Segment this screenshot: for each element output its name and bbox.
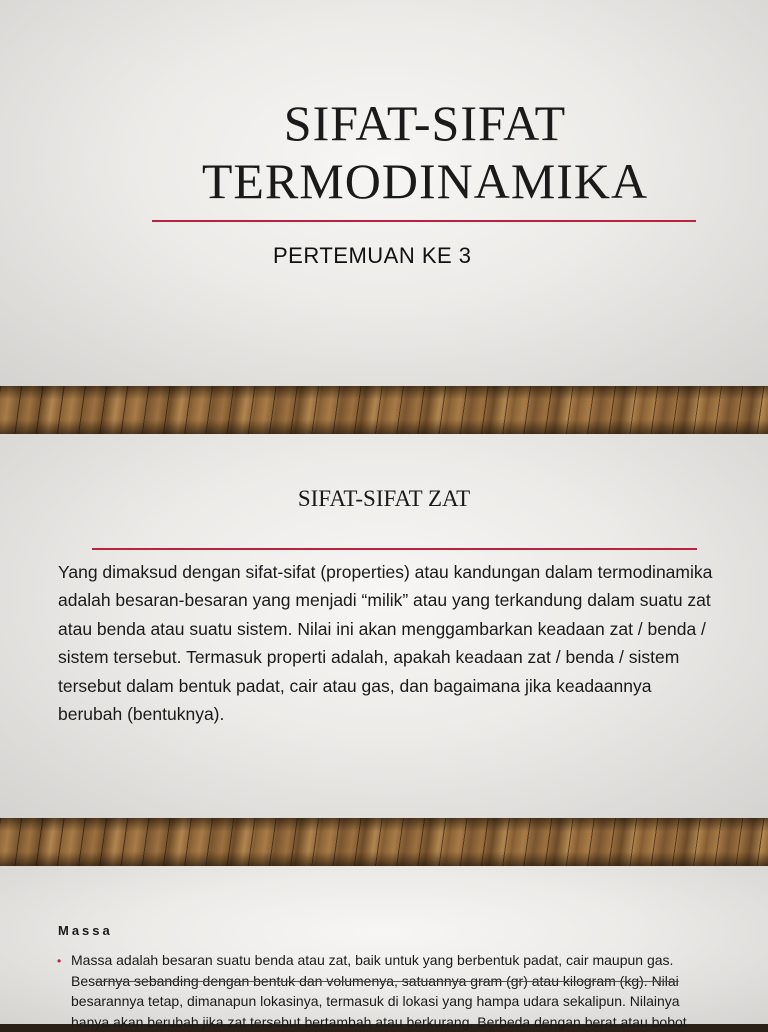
title-divider	[152, 220, 696, 222]
wood-floor-divider	[0, 386, 768, 434]
bullet-text-part1: Massa adalah besaran suatu benda atau zat, baik untuk yang berbentuk padat, cair maupun gas. Bes	[71, 952, 674, 989]
title-line-1: SIFAT-SIFAT	[283, 95, 567, 151]
bullet-marker: •	[57, 954, 62, 968]
heading-divider	[92, 548, 697, 550]
bullet-item	[57, 950, 707, 1032]
wood-floor-divider	[0, 818, 768, 866]
bullet-text-struck: arnya sebanding dengan bentuk dan volumenya, satuannya gram (gr) atau kilogram (kg). Nilai	[95, 972, 679, 989]
slide-body-text: Yang dimaksud dengan sifat-sifat (properties) atau kandungan dalam termodinamika adalah besaran-besaran yang menjadi “milik” atau yang terkandung dalam suatu zat atau benda atau suatu sistem. Nilai ini akan menggambarkan keadaan zat / benda / sistem tersebut. Termasuk properti adalah, apakah keadaan zat / benda / sistem tersebut dalam bentuk padat, cair atau gas, dan bagaimana jika keadaannya berubah (bentuknya).	[58, 562, 713, 725]
slide-title	[0, 0, 768, 386]
bullet-text-part2: besarannya tetap, dimanapun lokasinya, termasuk di lokasi yang hampa udara sekalipun. Nilainya hanya akan berubah jika zat tersebut bertambah atau berkurang. Berbeda dengan berat atau bobot	[71, 993, 687, 1030]
slide-subtitle: PERTEMUAN KE 3	[273, 243, 472, 268]
slide-heading: SIFAT-SIFAT ZAT	[297, 486, 471, 511]
section-heading: Massa	[58, 923, 113, 938]
title-line-2: TERMODINAMIKA	[201, 153, 649, 209]
slide-title-heading	[110, 94, 740, 210]
bullet-text	[57, 950, 707, 1032]
